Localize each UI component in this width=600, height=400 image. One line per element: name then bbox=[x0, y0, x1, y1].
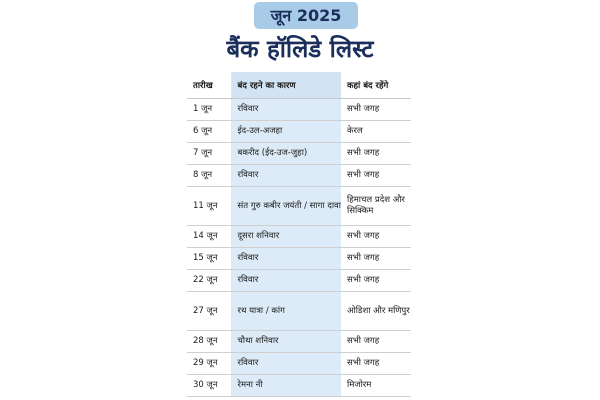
table-row bbox=[187, 187, 411, 226]
holiday-location: केरल bbox=[341, 121, 411, 143]
holiday-reason: रविवार bbox=[231, 270, 341, 292]
holiday-date: 7 जून bbox=[187, 143, 231, 165]
holiday-reason: संत गुरु कबीर जयंती / सागा दावा bbox=[231, 187, 341, 226]
holiday-date: 1 जून bbox=[187, 99, 231, 121]
table-row bbox=[187, 353, 411, 375]
holiday-reason: बकरीद (ईद-उज-जुहा) bbox=[231, 143, 341, 165]
holiday-location: हिमाचल प्रदेश और सिक्किम bbox=[341, 187, 411, 226]
table-row bbox=[187, 248, 411, 270]
holiday-location: मिजोरम bbox=[341, 375, 411, 397]
table-header-row bbox=[187, 72, 411, 99]
table-row bbox=[187, 292, 411, 331]
holiday-date: 6 जून bbox=[187, 121, 231, 143]
holiday-location: सभी जगह bbox=[341, 270, 411, 292]
holiday-reason: रथ यात्रा / कांग bbox=[231, 292, 341, 331]
holiday-reason: रेमना नी bbox=[231, 375, 341, 397]
page-title: बैंक हॉलिडे लिस्ट bbox=[226, 35, 374, 63]
holiday-date: 14 जून bbox=[187, 226, 231, 248]
table-row bbox=[187, 331, 411, 353]
table-row bbox=[187, 121, 411, 143]
holiday-location: सभी जगह bbox=[341, 99, 411, 121]
month-badge: जून 2025 bbox=[254, 2, 358, 29]
holiday-date: 30 जून bbox=[187, 375, 231, 397]
table-row bbox=[187, 165, 411, 187]
table-row bbox=[187, 226, 411, 248]
holiday-location: सभी जगह bbox=[341, 226, 411, 248]
holiday-reason: रविवार bbox=[231, 248, 341, 270]
holiday-date: 22 जून bbox=[187, 270, 231, 292]
holiday-reason: रविवार bbox=[231, 99, 341, 121]
column-header-location: कहां बंद रहेंगे bbox=[341, 72, 411, 99]
column-header-date: तारीख bbox=[187, 72, 231, 99]
holiday-date: 29 जून bbox=[187, 353, 231, 375]
holiday-location: सभी जगह bbox=[341, 331, 411, 353]
table-row bbox=[187, 375, 411, 397]
holiday-location: सभी जगह bbox=[341, 353, 411, 375]
holiday-date: 27 जून bbox=[187, 292, 231, 331]
holiday-location: ओडिशा और मणिपुर bbox=[341, 292, 411, 331]
holiday-reason: दूसरा शनिवार bbox=[231, 226, 341, 248]
holiday-date: 28 जून bbox=[187, 331, 231, 353]
holiday-reason: रविवार bbox=[231, 165, 341, 187]
table-row bbox=[187, 99, 411, 121]
table-row bbox=[187, 143, 411, 165]
holiday-table bbox=[187, 72, 411, 397]
holiday-date: 11 जून bbox=[187, 187, 231, 226]
holiday-location: सभी जगह bbox=[341, 248, 411, 270]
holiday-date: 15 जून bbox=[187, 248, 231, 270]
holiday-reason: रविवार bbox=[231, 353, 341, 375]
holiday-reason: ईद-उल-अजहा bbox=[231, 121, 341, 143]
holiday-location: सभी जगह bbox=[341, 165, 411, 187]
holiday-location: सभी जगह bbox=[341, 143, 411, 165]
holiday-reason: चौथा शनिवार bbox=[231, 331, 341, 353]
table-row bbox=[187, 270, 411, 292]
column-header-reason: बंद रहने का कारण bbox=[231, 72, 341, 99]
holiday-date: 8 जून bbox=[187, 165, 231, 187]
